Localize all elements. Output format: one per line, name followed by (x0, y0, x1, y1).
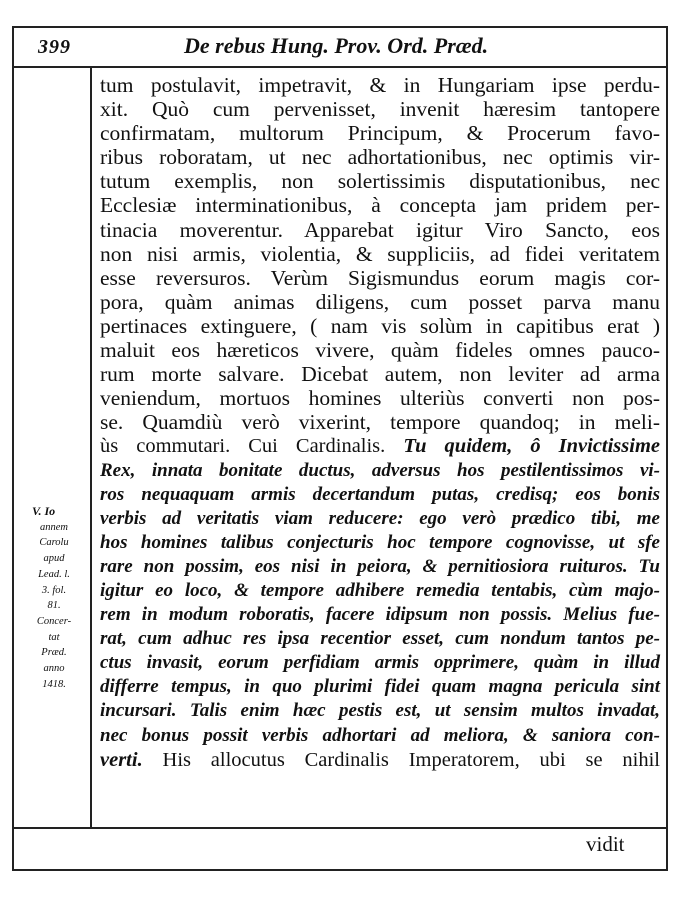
text-line: tum postulavit, impetravit, & in Hungariam ipse perdu- (100, 73, 660, 97)
text-line: se. Quamdiù verò vixerint, tempore quandoq; in meli- (100, 410, 660, 435)
text-line-italic: Rex, innata bonitate ductus, adversus hos pestilentissimos vi- (100, 459, 660, 481)
frame-left-rule (12, 26, 14, 871)
catchword: vidit (586, 832, 625, 856)
margin-note-line: Præd. (41, 647, 67, 659)
margin-note-line: Lead. l. (38, 568, 70, 580)
margin-note-line: annem (40, 521, 68, 533)
text-line: tinacia moverentur. Apparebat igitur Viro Sancto, eos (100, 217, 660, 242)
margin-note-line: apud (43, 553, 65, 565)
text-line-mixed (100, 748, 660, 772)
text-line: maluit eos hæreticos vivere, quàm fideles omnes pauco- (100, 338, 660, 363)
text-line: pertinaces extinguere, ( nam vis solùm in capitibus erat ) (100, 313, 660, 338)
text-line-italic: incursari. Talis enim hæc pestis est, ut sensim multos invadat, (100, 700, 660, 722)
header-rule (12, 66, 668, 68)
margin-note-line: anno (43, 663, 65, 675)
text-line-italic: ros nequaquam armis decertandum putas, credisq; eos bonis (100, 483, 660, 505)
text-line-italic: rat, cum adhuc res ipsa recentior esset, cum nondum tantos pe- (100, 628, 660, 650)
text-line: non nisi armis, violentia, & suppliciis, ad fidei veritatem (100, 241, 660, 266)
footer-rule (12, 827, 668, 829)
text-line: Ecclesiæ interminationibus, à concepta jam pridem per- (100, 193, 660, 218)
text-line: xit. Quò cum pervenisset, invenit hæresim tantopere (100, 97, 660, 122)
roman-run: His allocutus Cardinalis Imperatorem, ubi se nihil (162, 748, 660, 771)
frame-right-rule (666, 26, 668, 871)
text-line-italic: verbis ad veritatis viam reducere: ego verò prædico tibi, me (100, 507, 660, 529)
roman-run: ùs commutari. Cui Cardinalis. (100, 435, 386, 458)
frame-bottom-rule (12, 869, 668, 871)
frame-top-rule (12, 26, 668, 28)
text-line-italic: rare non possim, eos nisi in peiora, & pernitiosiora ruituros. Tu (100, 555, 660, 577)
text-line-italic: igitur eo loco, & tempore adhibere remedia tentabis, cùm majo- (100, 579, 660, 601)
running-head: De rebus Hung. Prov. Ord. Præd. (184, 33, 489, 58)
body-text (100, 73, 660, 772)
page-number: 399 (38, 36, 71, 58)
text-line-italic: ctus invasit, eorum perfidiam armis opprimere, quàm in illud (100, 652, 660, 674)
text-line: rum morte salvare. Dicebat autem, non leviter ad arma (100, 362, 660, 387)
italic-run: verti. (100, 748, 143, 771)
text-line-mixed (100, 434, 660, 458)
text-line: confirmatam, multorum Principum, & Procerum favo- (100, 121, 660, 146)
book-page (8, 26, 668, 871)
text-line-italic: nec bonus possit verbis adhortari ad meliora, & saniora con- (100, 724, 660, 746)
text-line: veniendum, mortuos homines ulteriùs converti non pos- (100, 386, 660, 411)
text-line: ribus roboratam, ut nec adhortationibus, nec optimis vir- (100, 145, 660, 170)
margin-note-line: tat (48, 631, 60, 643)
margin-note-line: 1418. (42, 678, 66, 690)
margin-column-rule (90, 68, 92, 827)
margin-note-line: Concer- (36, 615, 72, 627)
margin-note (22, 504, 86, 692)
margin-note-line: Carolu (39, 537, 69, 549)
margin-note-line: 3. fol. (41, 584, 67, 596)
text-line-italic: rem in modum roboratis, facere idipsum non possis. Melius fue- (100, 604, 660, 626)
text-line: tutum exemplis, non solertissimis disputationibus, nec (100, 169, 660, 194)
text-line: esse reversuros. Verùm Sigismundus eorum magis cor- (100, 265, 660, 290)
text-line-italic: hos homines talibus conjecturis hoc tempore cognovisse, ut sfe (100, 531, 660, 553)
italic-run: Tu quidem, ô Invictissime (403, 435, 661, 458)
margin-note-line: 81. (47, 600, 61, 612)
margin-note-line: V. Io (32, 504, 56, 518)
text-line-italic: differre tempus, in quo plurimi fidei quam magna pericula sint (100, 676, 660, 698)
text-line: pora, quàm animas diligens, cum posset parva manu (100, 289, 660, 314)
